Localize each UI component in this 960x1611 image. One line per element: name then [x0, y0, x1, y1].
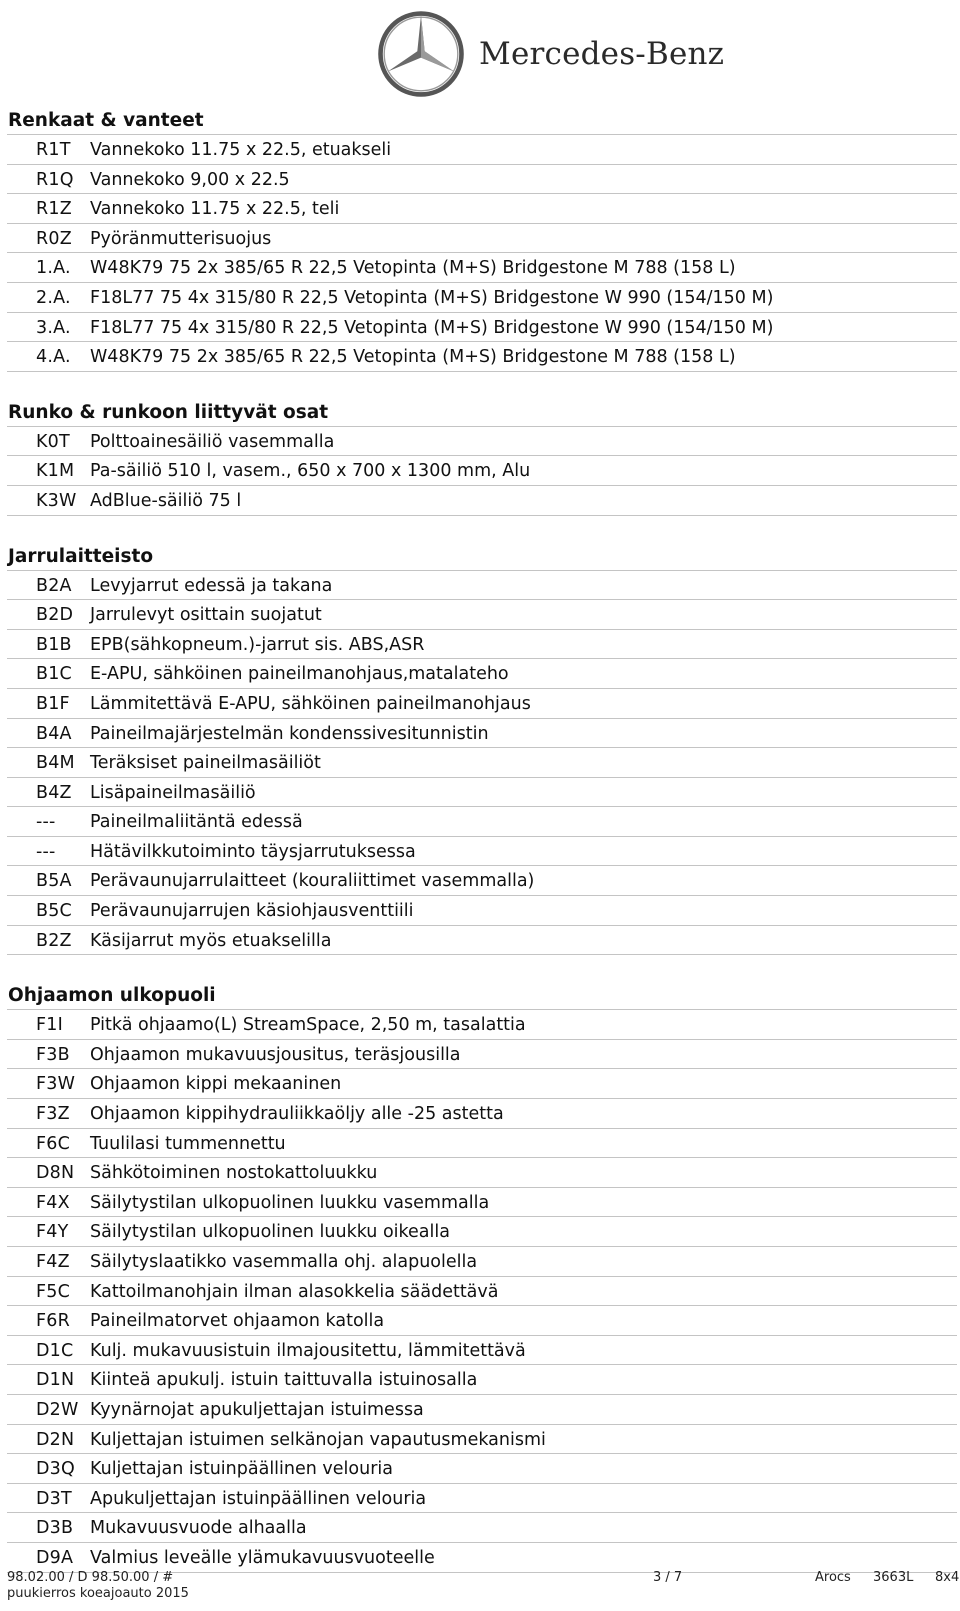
- spec-row: [7, 224, 957, 254]
- spec-row: [7, 313, 957, 343]
- spec-row: [7, 1454, 957, 1484]
- spec-code: ---: [36, 841, 56, 862]
- spec-description: Ohjaamon mukavuusjousitus, teräsjousilla: [90, 1044, 461, 1065]
- spec-row: [7, 1188, 957, 1218]
- spec-row: [7, 165, 957, 195]
- spec-code: K0T: [36, 431, 70, 452]
- spec-code: B5A: [36, 871, 72, 892]
- spec-code: D8N: [36, 1163, 75, 1184]
- spec-row: [7, 342, 957, 372]
- spec-description: Lämmitettävä E-APU, sähköinen paineilmanohjaus: [90, 693, 531, 714]
- spec-row: [7, 1099, 957, 1129]
- spec-row: [7, 600, 957, 630]
- spec-row: [7, 1247, 957, 1277]
- spec-row: [7, 719, 957, 749]
- spec-description: Perävaunujarrulaitteet (kouraliittimet vasemmalla): [90, 871, 535, 892]
- footer-subtitle: puukierros koeajoauto 2015: [7, 1586, 189, 1601]
- spec-row: [7, 135, 957, 165]
- spec-row: [7, 926, 957, 956]
- spec-description: Kattoilmanohjain ilman alasokkelia säädettävä: [90, 1281, 499, 1302]
- spec-description: Apukuljettajan istuinpäällinen velouria: [90, 1488, 427, 1509]
- spec-code: F3Z: [36, 1104, 70, 1125]
- spec-code: D2W: [36, 1399, 79, 1420]
- spec-code: B2A: [36, 575, 72, 596]
- spec-description: Kiinteä apukulj. istuin taittuvalla istuinosalla: [90, 1370, 478, 1391]
- spec-description: Paineilmatorvet ohjaamon katolla: [90, 1311, 385, 1332]
- footer-type: 3663L: [873, 1570, 914, 1585]
- spec-row: [7, 456, 957, 486]
- section-title: Ohjaamon ulkopuoli: [7, 979, 957, 1010]
- spec-description: F18L77 75 4x 315/80 R 22,5 Vetopinta (M+S) Bridgestone W 990 (154/150 M): [90, 317, 774, 338]
- spec-row: [7, 571, 957, 601]
- spec-code: 4.A.: [36, 347, 71, 368]
- section-spacer: [7, 372, 957, 396]
- spec-code: F4Z: [36, 1252, 70, 1272]
- spec-description: W48K79 75 2x 385/65 R 22,5 Vetopinta (M+S) Bridgestone M 788 (158 L): [90, 347, 736, 368]
- footer-axle: 8x4: [935, 1570, 960, 1585]
- brand-name: Mercedes-Benz: [479, 36, 725, 72]
- spec-row: [7, 1513, 957, 1543]
- spec-description: Polttoainesäiliö vasemmalla: [90, 431, 335, 452]
- spec-code: D2N: [36, 1429, 75, 1450]
- spec-row: [7, 866, 957, 896]
- spec-row: [7, 689, 957, 719]
- spec-row: [7, 1010, 957, 1040]
- spec-description: E-APU, sähköinen paineilmanohjaus,matalateho: [90, 664, 509, 685]
- spec-code: R0Z: [36, 228, 72, 249]
- spec-row: [7, 778, 957, 808]
- spec-code: D3T: [36, 1488, 72, 1509]
- spec-description: AdBlue-säiliö 75 l: [90, 490, 242, 511]
- spec-code: B5C: [36, 901, 72, 922]
- spec-code: D9A: [36, 1547, 74, 1568]
- spec-description: Vannekoko 11.75 x 22.5, teli: [90, 199, 340, 220]
- spec-code: B1F: [36, 693, 70, 714]
- spec-code: R1T: [36, 140, 71, 160]
- spec-row: [7, 1277, 957, 1307]
- spec-code: B2D: [36, 605, 74, 626]
- spec-code: 2.A.: [36, 287, 71, 308]
- spec-code: B4M: [36, 753, 75, 774]
- spec-code: B2Z: [36, 930, 72, 951]
- section-title: Renkaat & vanteet: [7, 104, 957, 135]
- spec-code: F6C: [36, 1133, 71, 1154]
- spec-description: Paineilmajärjestelmän kondenssivesitunnistin: [90, 723, 489, 744]
- spec-code: B1C: [36, 664, 72, 685]
- spec-row: [7, 283, 957, 313]
- spec-description: Pa-säiliö 510 l, vasem., 650 x 700 x 1300 mm, Alu: [90, 461, 531, 482]
- spec-code: D1C: [36, 1340, 74, 1361]
- section-spacer: [7, 955, 957, 979]
- spec-description: Tuulilasi tummennettu: [90, 1133, 286, 1154]
- spec-row: [7, 1040, 957, 1070]
- spec-code: D3Q: [36, 1459, 75, 1480]
- brand-header: [375, 8, 735, 100]
- spec-code: F4X: [36, 1192, 70, 1213]
- spec-row: [7, 1395, 957, 1425]
- spec-row: [7, 1158, 957, 1188]
- spec-code: R1Q: [36, 169, 74, 190]
- spec-code: F5C: [36, 1281, 71, 1302]
- spec-code: D3B: [36, 1518, 74, 1539]
- footer-page-number: 3 / 7: [653, 1570, 683, 1585]
- spec-row: [7, 630, 957, 660]
- spec-description: Mukavuusvuode alhaalla: [90, 1518, 307, 1539]
- spec-code: K3W: [36, 490, 77, 511]
- spec-description: EPB(sähkopneum.)-jarrut sis. ABS,ASR: [90, 634, 425, 655]
- spec-row: [7, 1484, 957, 1514]
- spec-row: [7, 194, 957, 224]
- spec-description: Säilytystilan ulkopuolinen luukku vasemmalla: [90, 1192, 490, 1213]
- spec-code: F6R: [36, 1311, 70, 1332]
- spec-code: D1N: [36, 1370, 75, 1391]
- spec-code: B1B: [36, 634, 72, 655]
- spec-code: B4A: [36, 723, 72, 744]
- spec-code: ---: [36, 812, 56, 833]
- spec-code: F3W: [36, 1074, 76, 1095]
- spec-code: R1Z: [36, 199, 72, 220]
- footer-reference: 98.02.00 / D 98.50.00 / #: [7, 1570, 174, 1585]
- spec-row: [7, 748, 957, 778]
- spec-content: [7, 104, 957, 1573]
- spec-row: [7, 896, 957, 926]
- spec-description: Hätävilkkutoiminto täysjarrutuksessa: [90, 841, 416, 862]
- spec-row: [7, 1336, 957, 1366]
- spec-description: Valmius leveälle ylämukavuusvuoteelle: [90, 1547, 435, 1568]
- spec-row: [7, 1306, 957, 1336]
- spec-row: [7, 427, 957, 457]
- spec-code: B4Z: [36, 782, 72, 803]
- spec-description: Vannekoko 9,00 x 22.5: [90, 169, 290, 190]
- spec-description: Kuljettajan istuinpäällinen velouria: [90, 1459, 393, 1480]
- spec-code: F1I: [36, 1015, 63, 1036]
- spec-code: K1M: [36, 461, 75, 482]
- spec-code: 1.A.: [36, 258, 71, 279]
- spec-description: Säilytystilan ulkopuolinen luukku oikealla: [90, 1222, 450, 1243]
- spec-description: Teräksiset paineilmasäiliöt: [90, 753, 321, 774]
- spec-description: Käsijarrut myös etuakselilla: [90, 930, 332, 951]
- spec-description: Jarrulevyt osittain suojatut: [90, 605, 322, 626]
- spec-description: Pyöränmutterisuojus: [90, 228, 272, 249]
- spec-row: [7, 486, 957, 516]
- spec-description: Pitkä ohjaamo(L) StreamSpace, 2,50 m, tasalattia: [90, 1015, 526, 1036]
- section-title: Jarrulaitteisto: [7, 540, 957, 571]
- spec-description: Kyynärnojat apukuljettajan istuimessa: [90, 1399, 424, 1420]
- spec-description: Levyjarrut edessä ja takana: [90, 575, 333, 596]
- section-title: Runko & runkoon liittyvät osat: [7, 396, 957, 427]
- spec-row: [7, 807, 957, 837]
- spec-description: Lisäpaineilmasäiliö: [90, 782, 256, 803]
- spec-description: Kuljettajan istuimen selkänojan vapautusmekanismi: [90, 1429, 546, 1450]
- spec-description: Ohjaamon kippi mekaaninen: [90, 1074, 342, 1095]
- spec-row: [7, 1217, 957, 1247]
- footer-model: Arocs: [815, 1570, 851, 1585]
- spec-description: Vannekoko 11.75 x 22.5, etuakseli: [90, 140, 392, 160]
- spec-row: [7, 1543, 957, 1573]
- spec-description: Säilytyslaatikko vasemmalla ohj. alapuolella: [90, 1252, 478, 1272]
- section-spacer: [7, 516, 957, 540]
- spec-row: [7, 253, 957, 283]
- spec-row: [7, 1425, 957, 1455]
- spec-description: W48K79 75 2x 385/65 R 22,5 Vetopinta (M+S) Bridgestone M 788 (158 L): [90, 258, 736, 279]
- spec-row: [7, 1069, 957, 1099]
- spec-description: Sähkötoiminen nostokattoluukku: [90, 1163, 378, 1184]
- spec-row: [7, 659, 957, 689]
- spec-code: F4Y: [36, 1222, 69, 1243]
- spec-description: Paineilmaliitäntä edessä: [90, 812, 303, 833]
- mercedes-star-icon: [375, 8, 467, 100]
- spec-description: Ohjaamon kippihydrauliikkaöljy alle -25 astetta: [90, 1104, 504, 1125]
- spec-row: [7, 1365, 957, 1395]
- spec-description: Kulj. mukavuusistuin ilmajousitettu, lämmitettävä: [90, 1340, 526, 1361]
- spec-description: Perävaunujarrujen käsiohjausventtiili: [90, 901, 414, 922]
- spec-code: 3.A.: [36, 317, 71, 338]
- spec-description: F18L77 75 4x 315/80 R 22,5 Vetopinta (M+S) Bridgestone W 990 (154/150 M): [90, 287, 774, 308]
- spec-row: [7, 837, 957, 867]
- spec-code: F3B: [36, 1044, 70, 1065]
- spec-row: [7, 1129, 957, 1159]
